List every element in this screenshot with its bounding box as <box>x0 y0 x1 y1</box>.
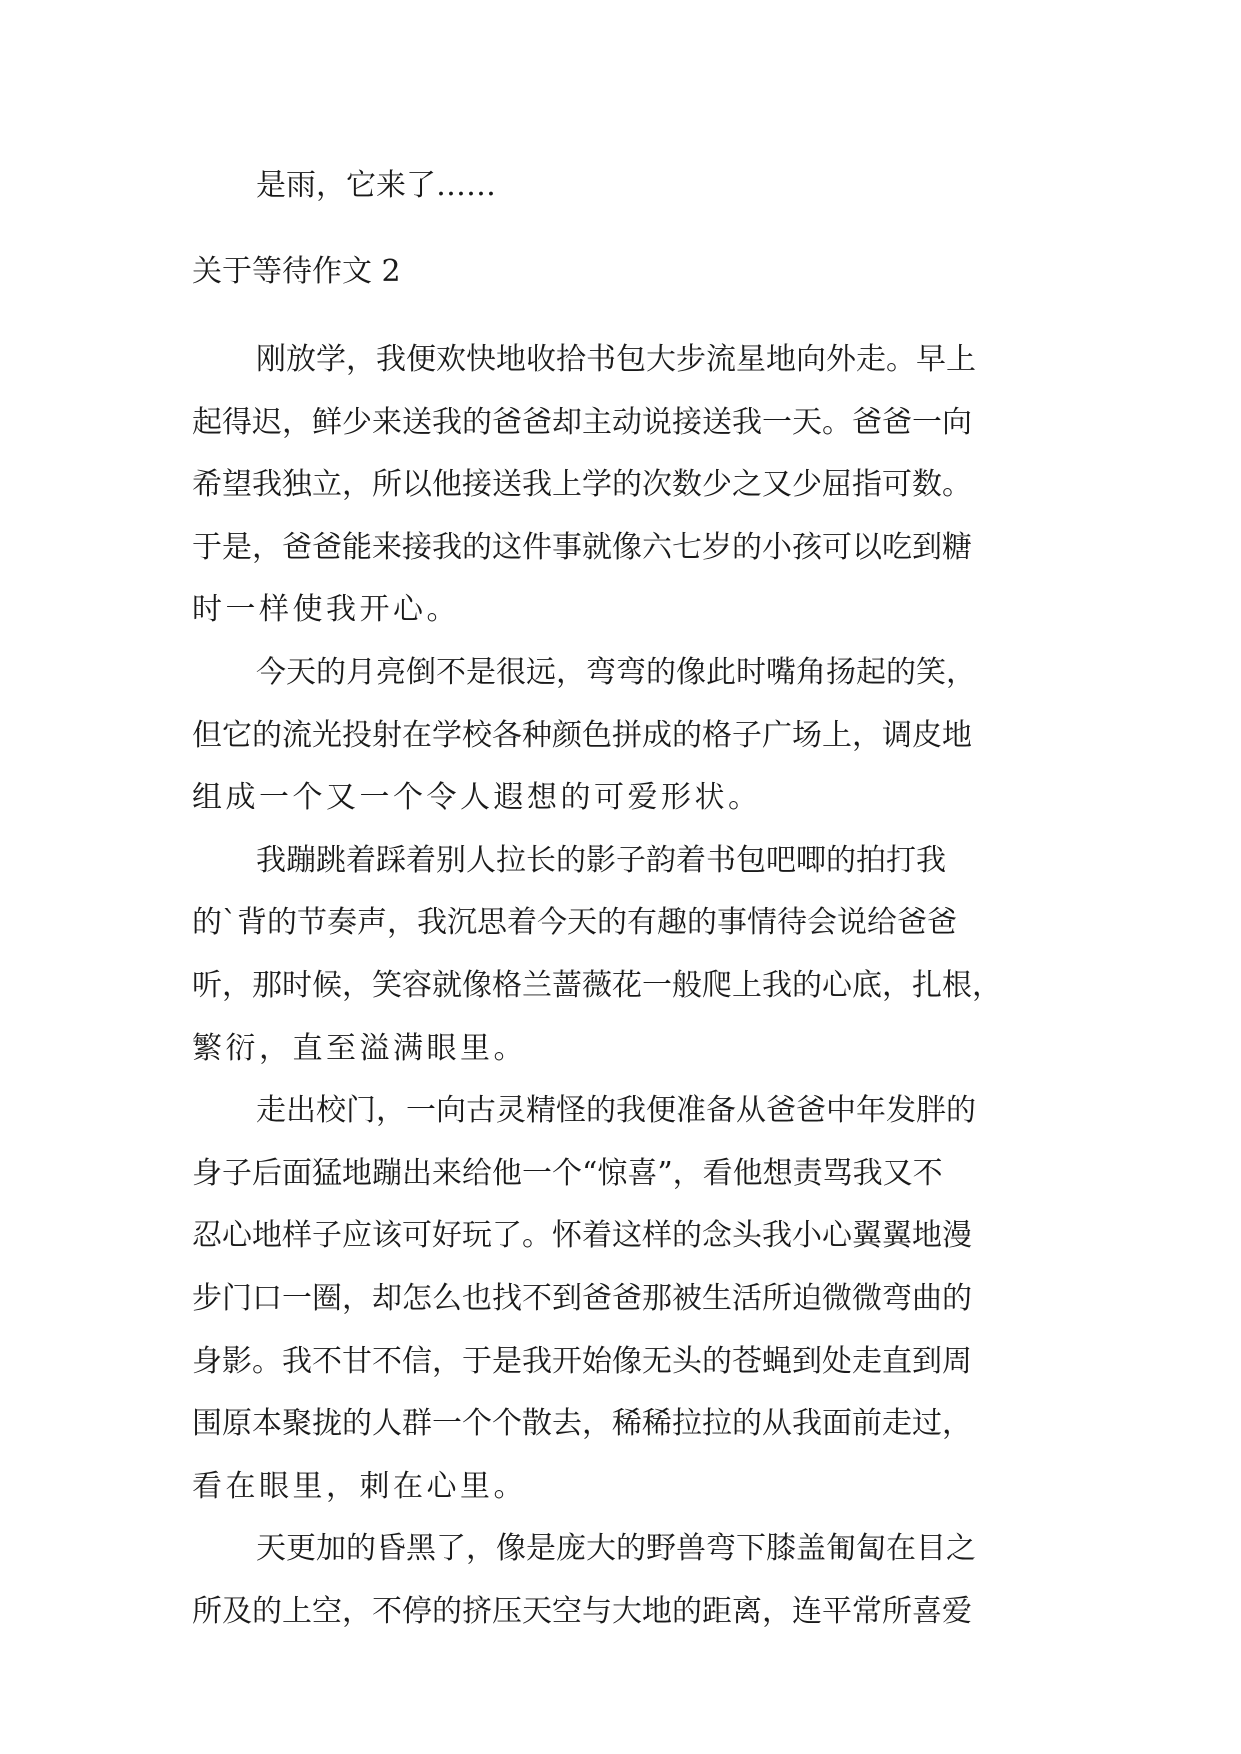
paragraph-line: 时一样使我开心。 <box>192 592 460 628</box>
intro-line: 是雨，它来了…… <box>256 168 496 203</box>
paragraph-line: 的`背的节奏声，我沉思着今天的有趣的事情待会说给爸爸 <box>192 905 957 941</box>
section-title: 关于等待作文 2 <box>192 254 401 289</box>
paragraph-line: 所及的上空，不停的挤压天空与大地的距离，连平常所喜爱 <box>192 1593 972 1629</box>
paragraph-line: 步门口一圈，却怎么也找不到爸爸那被生活所迫微微弯曲的 <box>192 1280 972 1316</box>
paragraph-line: 忍心地样子应该可好玩了。怀着这样的念头我小心翼翼地漫 <box>192 1218 972 1254</box>
paragraph-line: 繁衍，直至溢满眼里。 <box>192 1030 527 1066</box>
paragraph-line: 于是，爸爸能来接我的这件事就像六七岁的小孩可以吃到糖 <box>192 529 972 565</box>
paragraph-line: 走出校门，一向古灵精怪的我便准备从爸爸中年发胖的 <box>256 1093 976 1129</box>
paragraph-line: 听，那时候，笑容就像格兰蔷薇花一般爬上我的心底，扎根， <box>192 967 1002 1003</box>
paragraph-line: 刚放学，我便欢快地收拾书包大步流星地向外走。早上 <box>256 342 976 377</box>
paragraph <box>192 653 1072 841</box>
paragraph-line: 身影。我不甘不信，于是我开始像无头的苍蝇到处走直到周 <box>192 1343 972 1379</box>
paragraph-line: 起得迟，鲜少来送我的爸爸却主动说接送我一天。爸爸一向 <box>192 404 972 440</box>
paragraph-line: 天更加的昏黑了，像是庞大的野兽弯下膝盖匍匐在目之 <box>256 1531 976 1567</box>
essay-body <box>192 340 1072 1654</box>
paragraph-line: 围原本聚拢的人群一个个散去，稀稀拉拉的从我面前走过， <box>192 1406 972 1442</box>
paragraph-line: 希望我独立，所以他接送我上学的次数少之又少屈指可数。 <box>192 467 972 503</box>
paragraph-line: 今天的月亮倒不是很远，弯弯的像此时嘴角扬起的笑， <box>256 654 976 690</box>
paragraph-line: 组成一个又一个令人遐想的可爱形状。 <box>192 780 762 816</box>
paragraph <box>192 1091 1072 1529</box>
paragraph-line: 身子后面猛地蹦出来给他一个“惊喜”，看他想责骂我又不 <box>192 1155 943 1191</box>
paragraph <box>192 841 1072 1091</box>
paragraph-line: 看在眼里，刺在心里。 <box>192 1468 527 1504</box>
paragraph-line: 但它的流光投射在学校各种颜色拼成的格子广场上，调皮地 <box>192 717 972 753</box>
paragraph-line: 我蹦跳着踩着别人拉长的影子韵着书包吧唧的拍打我 <box>256 842 946 878</box>
paragraph <box>192 340 1072 653</box>
paragraph <box>192 1529 1072 1654</box>
